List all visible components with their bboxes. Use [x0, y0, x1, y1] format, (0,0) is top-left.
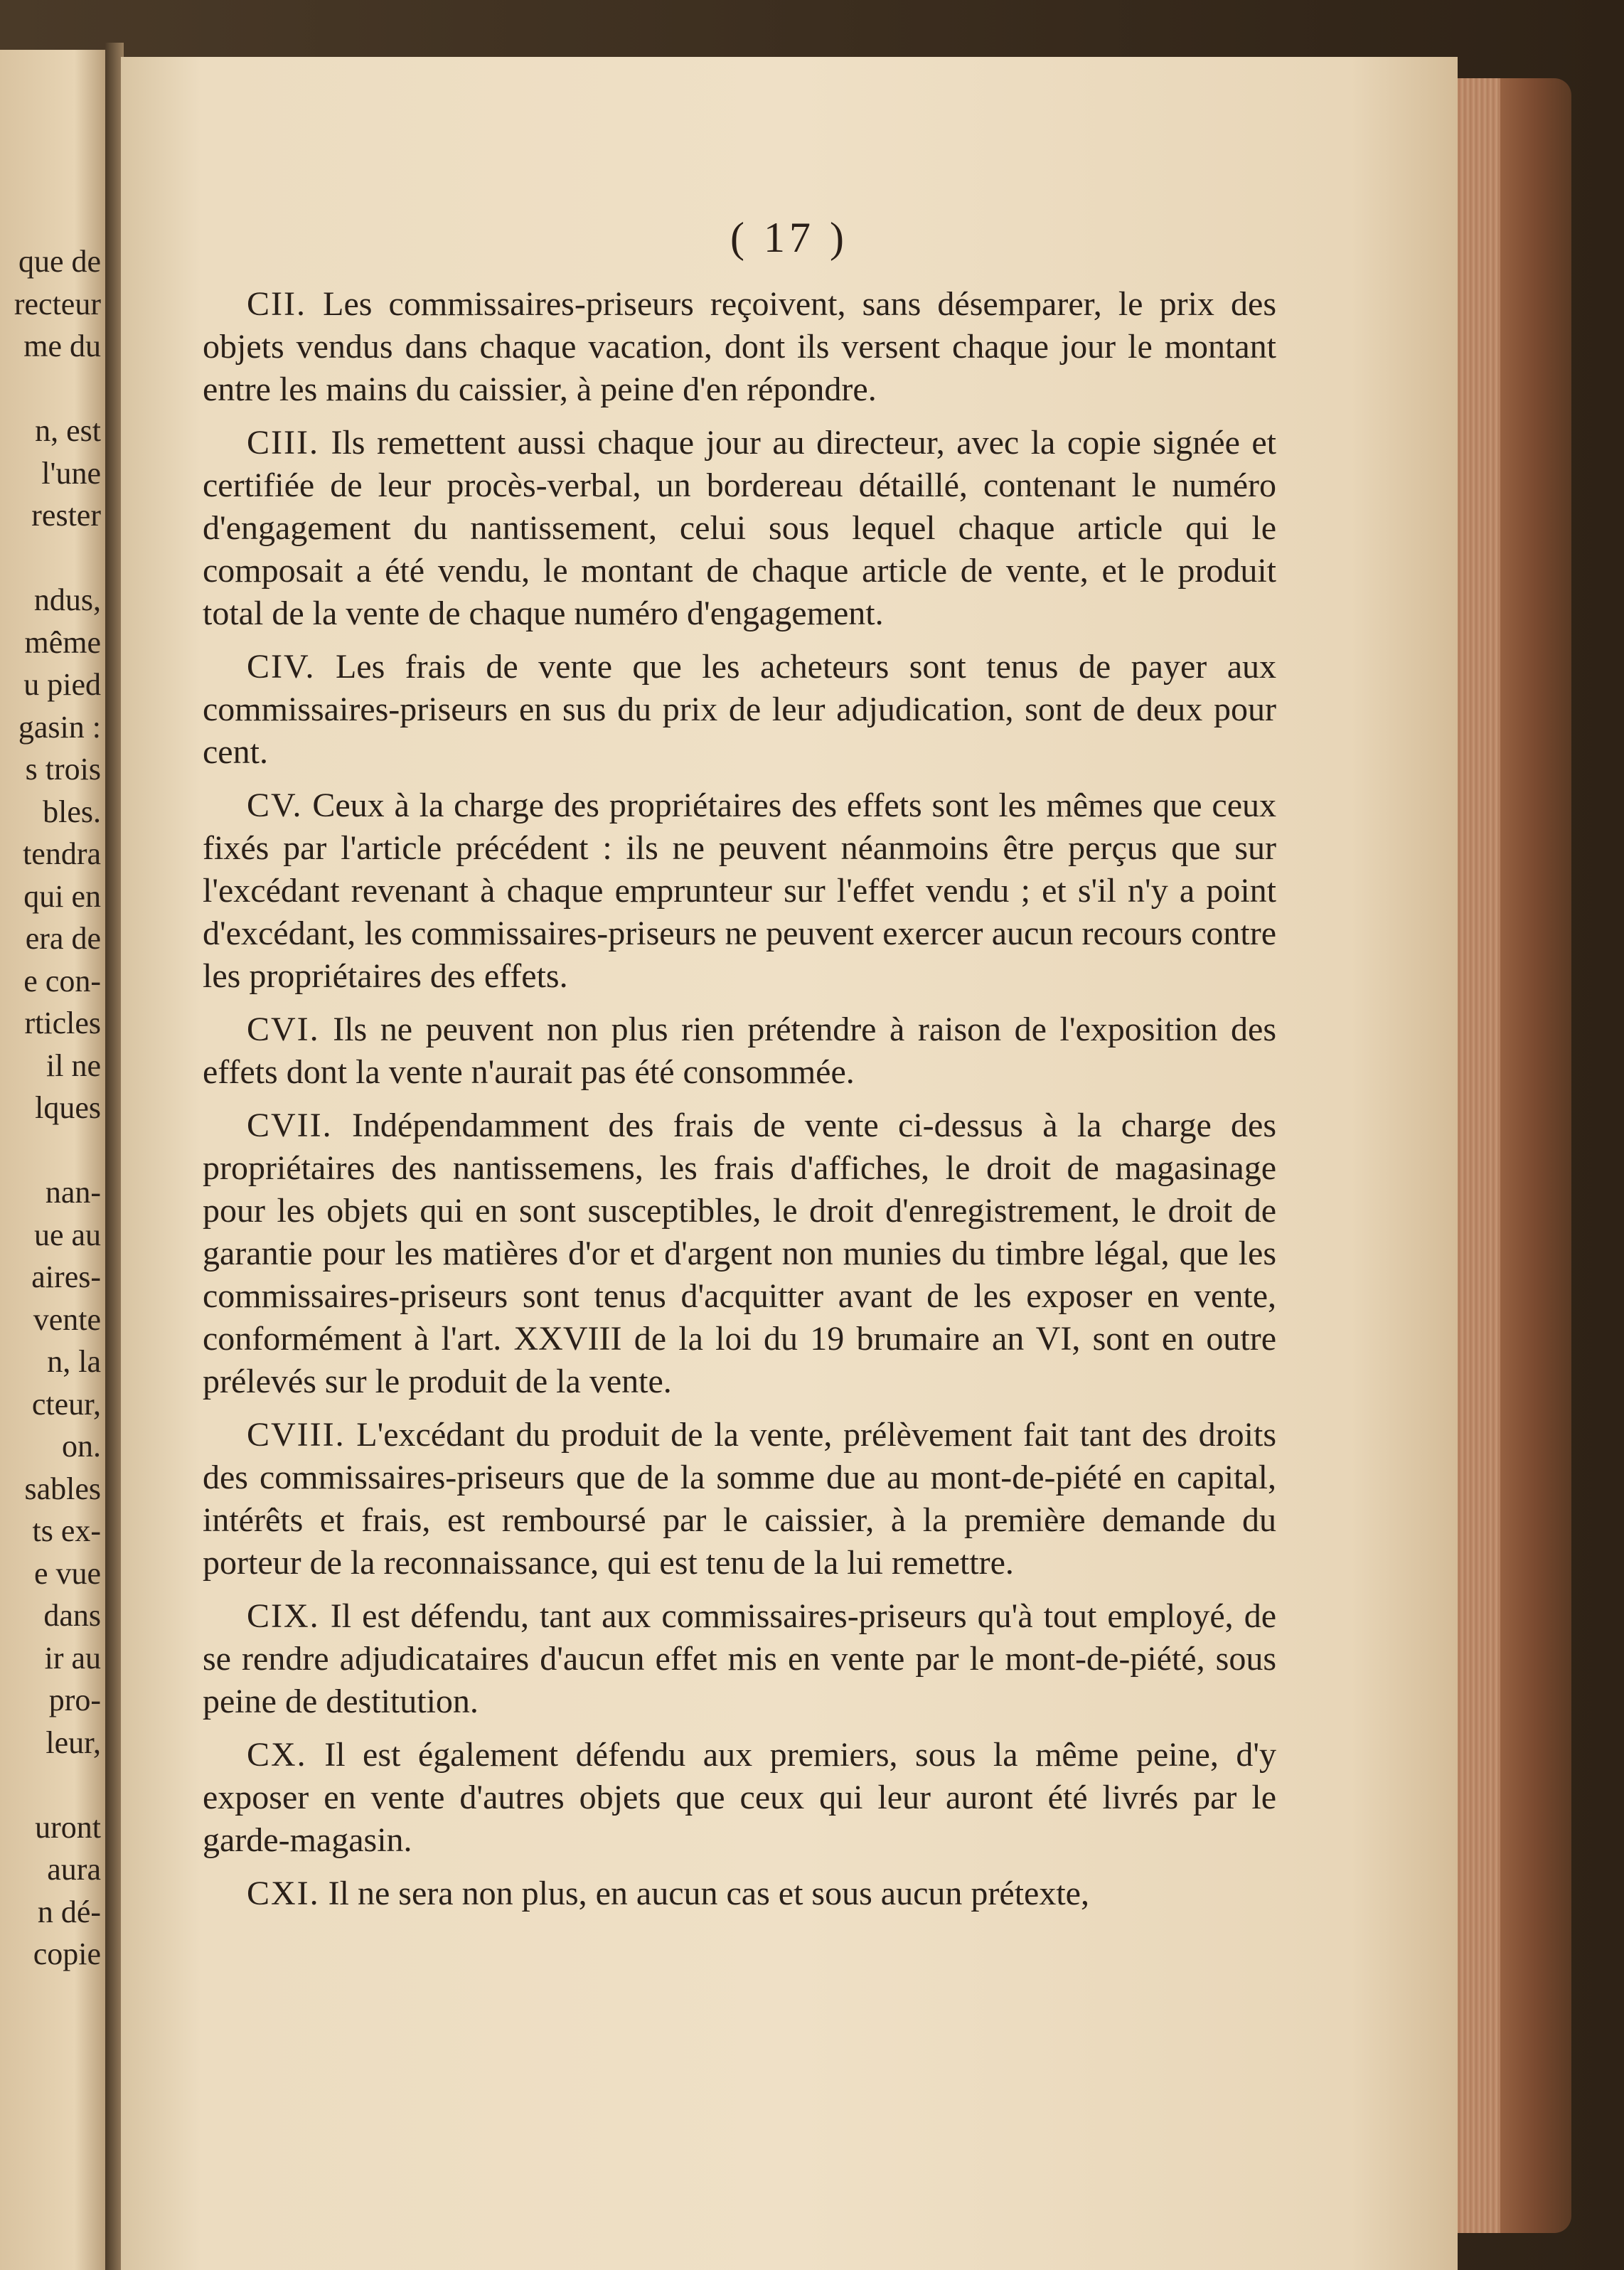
- article-number: CV.: [247, 787, 303, 824]
- article-paragraph: [203, 1008, 1276, 1094]
- article-paragraph: [203, 1734, 1276, 1862]
- left-page-fragment: nan-: [45, 1175, 101, 1210]
- article-number: CVIII.: [247, 1416, 346, 1454]
- left-page-fragment: ndus,: [33, 582, 101, 617]
- left-page-fragment: n dé-: [37, 1894, 101, 1929]
- left-page-fragment: ts ex-: [32, 1513, 101, 1548]
- right-page: [121, 57, 1458, 2270]
- article-number: CVI.: [247, 1011, 320, 1048]
- article-text: Ceux à la charge des propriétaires des effets sont les mêmes que ceux fixés par l'article précédent : ils ne peuvent néanmoins être perçus que sur l'excédant revenant à chaque emprunteur sur l'effet vendu ; et s'il n'y a point d'excédant, les commissaires-priseurs ne peuvent exercer aucun recours contre les propriétaires des effets.: [203, 787, 1276, 995]
- article-text: Il ne sera non plus, en aucun cas et sous aucun prétexte,: [328, 1875, 1089, 1912]
- left-page-fragment: rester: [31, 498, 101, 533]
- article-paragraph: [203, 1595, 1276, 1723]
- left-page-fragment: cteur,: [31, 1386, 101, 1422]
- article-text: Ils remettent aussi chaque jour au directeur, avec la copie signée et certifiée de leur procès-verbal, un bordereau détaillé, contenant le numéro d'engagement du nantissement, celui sous lequel chaque article qui le composait a été vendu, le montant de chaque article de vente, et le produit total de la vente de chaque numéro d'engagement.: [203, 424, 1277, 632]
- article-number: CXI.: [247, 1875, 320, 1912]
- article-number: CIX.: [247, 1597, 320, 1635]
- left-page-fragment: qui en: [23, 878, 101, 914]
- left-page-fragment: s trois: [25, 752, 101, 787]
- left-page-fragment: e vue: [33, 1555, 101, 1591]
- left-page-fragment: gasin :: [18, 709, 101, 745]
- left-page-fragment: l'une: [41, 455, 101, 491]
- left-page-fragment: sables: [24, 1471, 101, 1506]
- left-page-fragment: pro-: [48, 1683, 101, 1717]
- left-page-fragment: aura: [47, 1852, 101, 1887]
- left-page-fragment: ir au: [44, 1640, 101, 1675]
- article-text: Les frais de vente que les acheteurs sont tenus de payer aux commissaires-priseurs en sus du prix de leur adjudication, sont de deux pour cent.: [203, 648, 1277, 771]
- article-number: CX.: [247, 1736, 307, 1774]
- article-paragraph: [203, 1104, 1276, 1403]
- left-page-fragment: lques: [35, 1090, 101, 1125]
- left-page-fragment: bles.: [43, 794, 101, 829]
- page-number: ( 17 ): [730, 214, 848, 261]
- left-page-fragment: que de: [18, 244, 101, 279]
- article-text: L'excédant du produit de la vente, prélèvement fait tant des droits des commissaires-priseurs que de la somme due au mont-de-piété en capital, intérêts et frais, est remboursé par le caissier, à la première demande du porteur de la reconnaissance, qui est tenu de la lui remettre.: [203, 1416, 1276, 1582]
- article-paragraph: [203, 1872, 1276, 1915]
- article-text: Indépendamment des frais de vente ci-dessus à la charge des propriétaires des nantissemens, les frais d'affiches, le droit de magasinage pour les objets qui en sont susceptibles, le droit d'enregistrement, le droit de garantie pour les matières d'or et d'argent non munies du timbre légal, que les commissaires-priseurs sont tenus d'acquitter avant de les exposer en vente, conformément à l'art. XXVIII de la loi du 19 brumaire an VI, sont en outre prélevés sur le produit de la vente.: [203, 1107, 1277, 1400]
- left-page-fragment: era de: [25, 921, 101, 956]
- left-page-fragment: vente: [33, 1301, 101, 1337]
- left-page-fragment: tendra: [23, 836, 101, 871]
- page-edges: [1451, 78, 1500, 2233]
- article-paragraph: [203, 646, 1276, 774]
- left-page-fragment: aires-: [31, 1259, 101, 1294]
- article-text: Il est défendu, tant aux commissaires-priseurs qu'à tout employé, de se rendre adjudicataires d'aucun effet mis en vente par le mont-de-piété, sous peine de destitution.: [203, 1597, 1277, 1720]
- article-number: CVII.: [247, 1107, 333, 1144]
- left-page-fragment: recteur: [14, 286, 101, 321]
- article-paragraph: [203, 283, 1276, 411]
- article-list: [203, 283, 1276, 1926]
- book-fore-edge: [1451, 78, 1571, 2233]
- left-page-fragment: rticles: [24, 1006, 101, 1040]
- article-text: Les commissaires-priseurs reçoivent, sans désemparer, le prix des objets vendus dans chaque vacation, dont ils versent chaque jour le montant entre les mains du caissier, à peine d'en répondre.: [203, 285, 1277, 408]
- article-paragraph: [203, 1414, 1276, 1584]
- left-page-fragment: leur,: [46, 1725, 101, 1760]
- article-number: CII.: [247, 285, 306, 323]
- left-page-fragment: u pied: [23, 667, 101, 702]
- left-page-fragment: e con-: [23, 963, 101, 998]
- left-page-fragment: uront: [35, 1809, 101, 1845]
- article-paragraph: [203, 784, 1276, 998]
- left-page-fragment: me du: [23, 329, 101, 363]
- left-page-fragment: même: [24, 624, 101, 660]
- left-page-fragment: dans: [43, 1598, 101, 1633]
- article-number: CIII.: [247, 424, 319, 462]
- left-page-fragment: copie: [33, 1936, 101, 1971]
- article-text: Ils ne peuvent non plus rien prétendre à raison de l'exposition des effets dont la vente n'aurait pas été consommée.: [203, 1011, 1277, 1091]
- article-paragraph: [203, 422, 1276, 635]
- left-page-fragment: n, la: [47, 1344, 101, 1379]
- left-facing-page: [0, 50, 107, 2270]
- left-page-fragment: n, est: [35, 413, 101, 448]
- left-page-fragment: ue au: [33, 1217, 101, 1252]
- left-page-fragment: il ne: [46, 1048, 101, 1083]
- left-page-fragment: on.: [62, 1429, 101, 1464]
- article-text: Il est également défendu aux premiers, sous la même peine, d'y exposer en vente d'autres objets que ceux qui leur auront été livrés par le garde-magasin.: [203, 1736, 1277, 1859]
- article-number: CIV.: [247, 648, 316, 686]
